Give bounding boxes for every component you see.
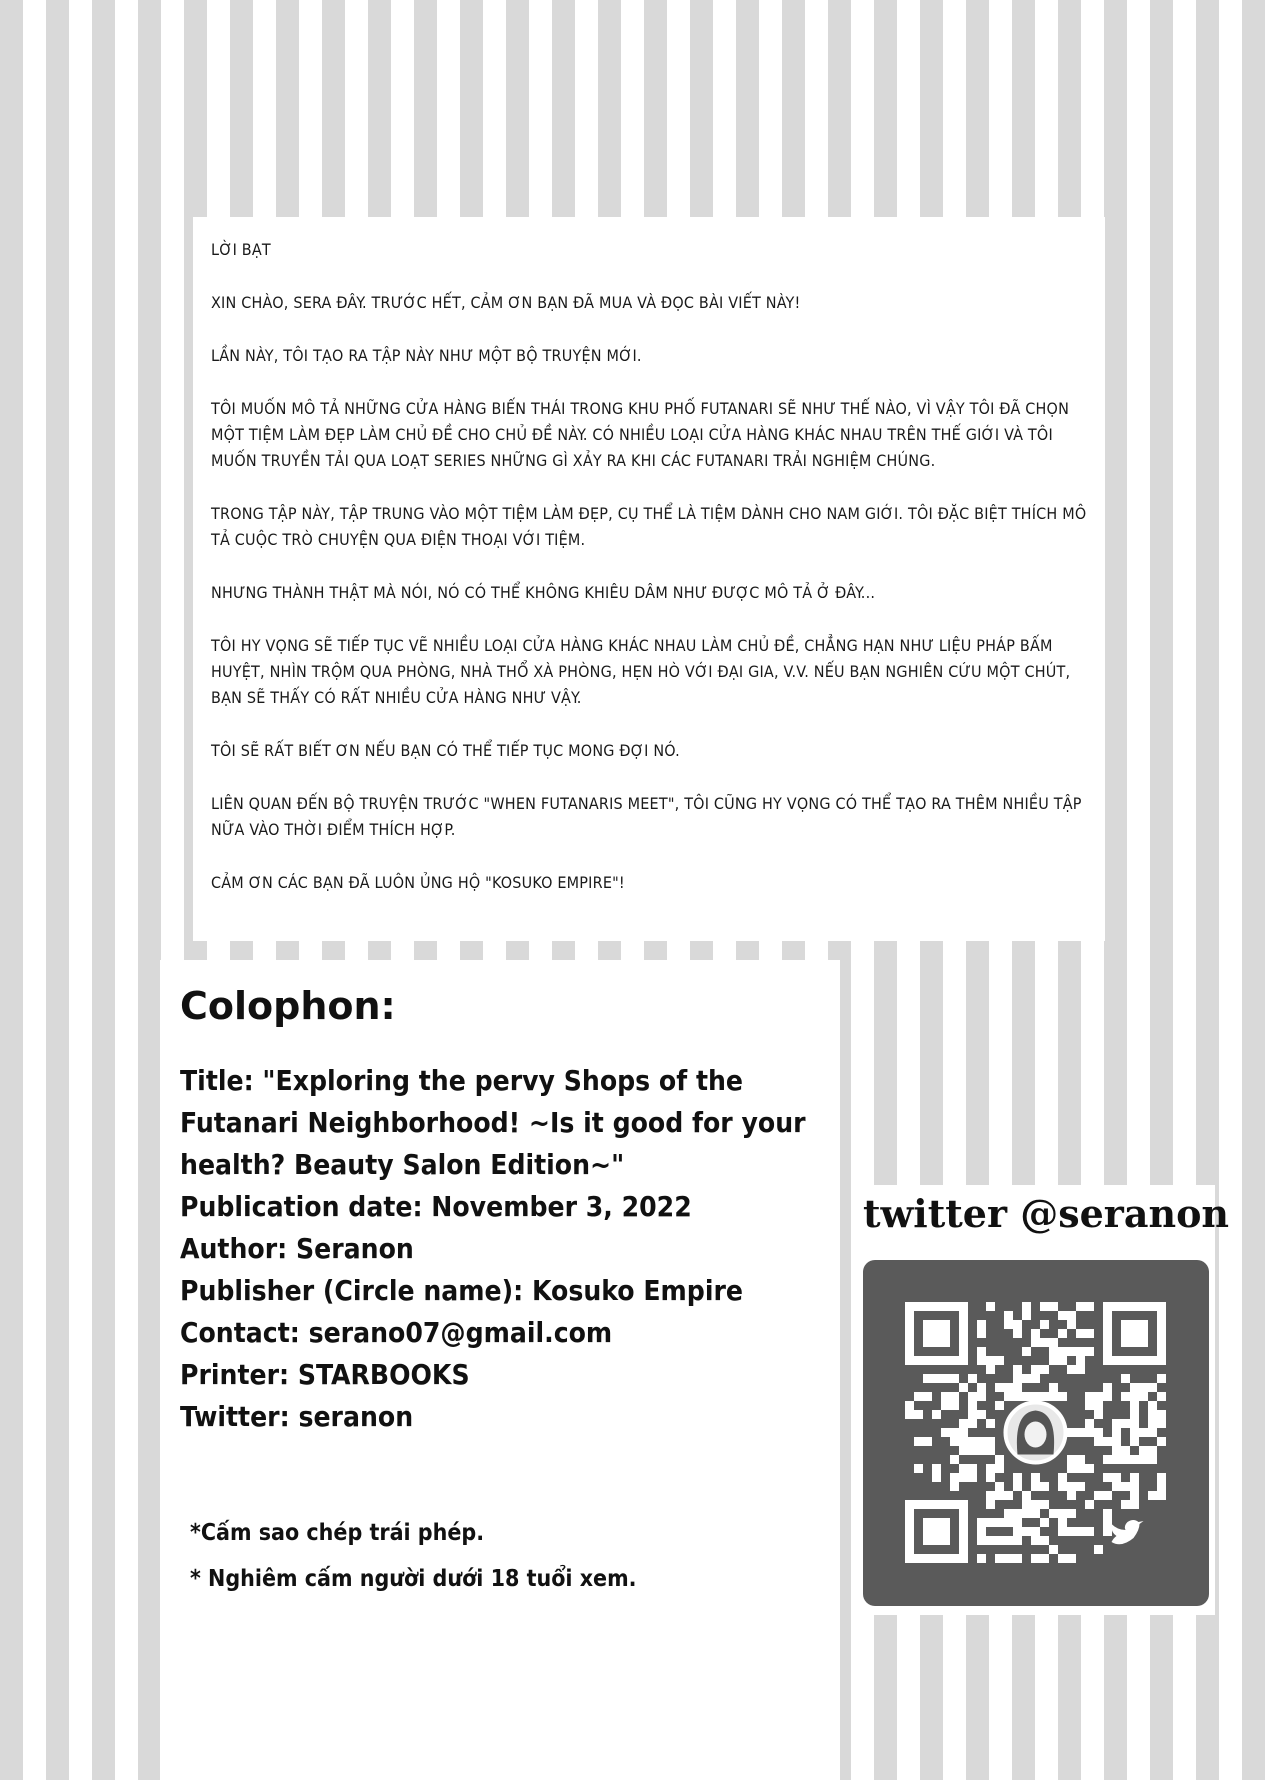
qr-module bbox=[1058, 1509, 1067, 1518]
qr-module bbox=[1013, 1518, 1022, 1527]
qr-module bbox=[941, 1401, 950, 1410]
qr-module bbox=[1076, 1482, 1085, 1491]
qr-module bbox=[1148, 1410, 1157, 1419]
qr-module bbox=[1013, 1536, 1022, 1545]
colophon-publication-date: Publication date: November 3, 2022 bbox=[180, 1190, 692, 1223]
qr-module bbox=[1103, 1473, 1112, 1482]
afterword-paragraph: CẢM ƠN CÁC BẠN ĐÃ LUÔN ỦNG HỘ "KOSUKO EMPIRE"! bbox=[211, 873, 625, 892]
qr-module bbox=[1067, 1482, 1076, 1491]
age-notice: * Nghiêm cấm người dưới 18 tuổi xem. bbox=[190, 1566, 637, 1592]
qr-module bbox=[959, 1383, 968, 1392]
qr-module bbox=[1040, 1320, 1049, 1329]
qr-module bbox=[977, 1536, 986, 1545]
qr-module bbox=[1076, 1527, 1085, 1536]
qr-module bbox=[1049, 1302, 1058, 1311]
qr-finder-inner bbox=[923, 1320, 950, 1347]
qr-module bbox=[1067, 1320, 1076, 1329]
qr-module bbox=[1022, 1500, 1031, 1509]
qr-module bbox=[995, 1464, 1004, 1473]
qr-module bbox=[1004, 1509, 1013, 1518]
qr-module bbox=[932, 1374, 941, 1383]
qr-module bbox=[1148, 1383, 1157, 1392]
qr-module bbox=[1067, 1464, 1076, 1473]
qr-module bbox=[1112, 1419, 1121, 1428]
qr-module bbox=[1013, 1329, 1022, 1338]
qr-module bbox=[1058, 1356, 1067, 1365]
qr-module bbox=[1130, 1392, 1139, 1401]
qr-module bbox=[1130, 1428, 1139, 1437]
qr-module bbox=[1040, 1500, 1049, 1509]
qr-module bbox=[1085, 1428, 1094, 1437]
afterword-paragraph: LẦN NÀY, TÔI TẠO RA TẬP NÀY NHƯ MỘT BỘ TRUYỆN MỚI. bbox=[211, 346, 642, 365]
qr-module bbox=[986, 1437, 995, 1446]
qr-module bbox=[1085, 1464, 1094, 1473]
qr-module bbox=[1004, 1491, 1013, 1500]
qr-module bbox=[905, 1401, 914, 1410]
qr-module bbox=[1112, 1455, 1121, 1464]
qr-module bbox=[1085, 1401, 1094, 1410]
qr-module bbox=[995, 1491, 1004, 1500]
qr-module bbox=[977, 1320, 986, 1329]
qr-module bbox=[923, 1437, 932, 1446]
qr-module bbox=[1004, 1536, 1013, 1545]
qr-module bbox=[1085, 1347, 1094, 1356]
qr-module bbox=[995, 1536, 1004, 1545]
qr-module bbox=[1076, 1455, 1085, 1464]
qr-module bbox=[1130, 1437, 1139, 1446]
qr-module bbox=[1067, 1554, 1076, 1563]
qr-module bbox=[968, 1401, 977, 1410]
colophon-panel bbox=[160, 960, 840, 1780]
qr-module bbox=[1049, 1545, 1058, 1554]
qr-module bbox=[1139, 1455, 1148, 1464]
qr-module bbox=[1040, 1365, 1049, 1374]
qr-module bbox=[986, 1446, 995, 1455]
afterword-paragraph: TÔI HY VỌNG SẼ TIẾP TỤC VẼ NHIỀU LOẠI CỬA HÀNG KHÁC NHAU LÀM CHỦ ĐỀ, CHẲNG HẠN NHƯ LIỆU PHÁP BẤM HUYỆT, NHÌN TRỘM QUA PHÒNG, NHÀ THỔ XÀ PHÒNG, HẸN HÒ VỚI ĐẠI GIA, V.V. NẾU BẠN NGHIÊN CỨU MỘT CHÚT, BẠN SẼ THẤY CÓ RẤT NHIỀU CỬA HÀNG NHƯ VẬY. bbox=[211, 636, 1071, 707]
qr-module bbox=[1004, 1518, 1013, 1527]
qr-module bbox=[950, 1437, 959, 1446]
qr-module bbox=[1148, 1428, 1157, 1437]
qr-module bbox=[1103, 1383, 1112, 1392]
qr-module bbox=[968, 1464, 977, 1473]
qr-module bbox=[1004, 1320, 1013, 1329]
qr-module bbox=[1094, 1410, 1103, 1419]
qr-module bbox=[1085, 1527, 1094, 1536]
qr-module bbox=[1085, 1419, 1094, 1428]
qr-module bbox=[1031, 1473, 1040, 1482]
qr-module bbox=[1094, 1437, 1103, 1446]
qr-module bbox=[1094, 1491, 1103, 1500]
qr-module bbox=[1022, 1527, 1031, 1536]
qr-module bbox=[1067, 1527, 1076, 1536]
qr-module bbox=[1103, 1509, 1112, 1518]
qr-module bbox=[941, 1428, 950, 1437]
qr-module bbox=[1031, 1482, 1040, 1491]
qr-module bbox=[968, 1419, 977, 1428]
afterword-heading: LỜI BẠT bbox=[211, 240, 271, 259]
qr-module bbox=[959, 1464, 968, 1473]
qr-module bbox=[1022, 1311, 1031, 1320]
qr-module bbox=[1058, 1554, 1067, 1563]
colophon-heading: Colophon: bbox=[180, 984, 396, 1028]
qr-module bbox=[1103, 1392, 1112, 1401]
qr-module bbox=[968, 1473, 977, 1482]
qr-module bbox=[977, 1347, 986, 1356]
qr-module bbox=[1085, 1302, 1094, 1311]
qr-module bbox=[1022, 1491, 1031, 1500]
qr-module bbox=[1130, 1455, 1139, 1464]
copy-notice: *Cấm sao chép trái phép. bbox=[190, 1520, 485, 1546]
twitter-bird-icon bbox=[1111, 1520, 1143, 1544]
qr-module bbox=[977, 1437, 986, 1446]
qr-finder-inner bbox=[923, 1518, 950, 1545]
afterword-panel bbox=[193, 217, 1105, 941]
qr-module bbox=[1031, 1392, 1040, 1401]
qr-module bbox=[1103, 1455, 1112, 1464]
qr-module bbox=[1058, 1329, 1067, 1338]
qr-module bbox=[1031, 1527, 1040, 1536]
qr-module bbox=[1094, 1401, 1103, 1410]
qr-module bbox=[1049, 1392, 1058, 1401]
qr-module bbox=[1049, 1383, 1058, 1392]
qr-module bbox=[1031, 1329, 1040, 1338]
avatar-face-icon bbox=[1025, 1422, 1047, 1448]
qr-module bbox=[1058, 1518, 1067, 1527]
qr-module bbox=[1013, 1527, 1022, 1536]
qr-module bbox=[995, 1482, 1004, 1491]
qr-module bbox=[986, 1491, 995, 1500]
qr-code-icon[interactable] bbox=[863, 1260, 1209, 1606]
qr-module bbox=[1049, 1338, 1058, 1347]
qr-module bbox=[1049, 1347, 1058, 1356]
qr-module bbox=[1031, 1365, 1040, 1374]
qr-module bbox=[941, 1374, 950, 1383]
qr-module bbox=[1058, 1311, 1067, 1320]
colophon-printer: Printer: STARBOOKS bbox=[180, 1358, 470, 1391]
qr-module bbox=[1022, 1347, 1031, 1356]
qr-module bbox=[1103, 1437, 1112, 1446]
qr-module bbox=[1031, 1509, 1040, 1518]
legal-notices bbox=[190, 1510, 830, 1602]
qr-module bbox=[986, 1464, 995, 1473]
qr-module bbox=[1103, 1527, 1112, 1536]
qr-module bbox=[950, 1392, 959, 1401]
qr-module bbox=[1148, 1491, 1157, 1500]
qr-module bbox=[1058, 1473, 1067, 1482]
qr-module bbox=[1004, 1392, 1013, 1401]
qr-module bbox=[1157, 1374, 1166, 1383]
qr-module bbox=[1040, 1482, 1049, 1491]
qr-module bbox=[1130, 1401, 1139, 1410]
qr-module bbox=[986, 1473, 995, 1482]
qr-module bbox=[1157, 1410, 1166, 1419]
qr-module bbox=[950, 1401, 959, 1410]
qr-module bbox=[1085, 1392, 1094, 1401]
colophon-details bbox=[180, 1060, 840, 1438]
colophon-contact: Contact: serano07@gmail.com bbox=[180, 1316, 613, 1349]
qr-module bbox=[1049, 1509, 1058, 1518]
qr-module bbox=[1067, 1347, 1076, 1356]
qr-module bbox=[941, 1392, 950, 1401]
qr-module bbox=[1031, 1536, 1040, 1545]
qr-module bbox=[1148, 1455, 1157, 1464]
qr-module bbox=[914, 1410, 923, 1419]
qr-module bbox=[923, 1374, 932, 1383]
qr-module bbox=[1013, 1365, 1022, 1374]
qr-module bbox=[1022, 1374, 1031, 1383]
qr-module bbox=[1031, 1500, 1040, 1509]
qr-module bbox=[1148, 1401, 1157, 1410]
qr-module bbox=[977, 1527, 986, 1536]
qr-module bbox=[1157, 1419, 1166, 1428]
qr-module bbox=[1157, 1482, 1166, 1491]
qr-module bbox=[1157, 1491, 1166, 1500]
qr-module bbox=[1013, 1320, 1022, 1329]
qr-module bbox=[986, 1536, 995, 1545]
qr-module bbox=[959, 1473, 968, 1482]
qr-module bbox=[968, 1410, 977, 1419]
qr-code-card[interactable] bbox=[863, 1260, 1209, 1606]
qr-module bbox=[1076, 1329, 1085, 1338]
qr-module bbox=[932, 1464, 941, 1473]
qr-module bbox=[968, 1446, 977, 1455]
qr-module bbox=[1049, 1356, 1058, 1365]
qr-module bbox=[1040, 1536, 1049, 1545]
afterword-text bbox=[211, 237, 1091, 923]
qr-module bbox=[1076, 1347, 1085, 1356]
qr-module bbox=[1130, 1500, 1139, 1509]
qr-module bbox=[1067, 1428, 1076, 1437]
qr-module bbox=[1040, 1554, 1049, 1563]
qr-module bbox=[986, 1500, 995, 1509]
qr-module bbox=[1121, 1455, 1130, 1464]
qr-module bbox=[1058, 1347, 1067, 1356]
qr-module bbox=[1148, 1446, 1157, 1455]
qr-module bbox=[1139, 1383, 1148, 1392]
qr-module bbox=[1004, 1383, 1013, 1392]
qr-module bbox=[905, 1410, 914, 1419]
qr-module bbox=[1130, 1491, 1139, 1500]
qr-module bbox=[1076, 1428, 1085, 1437]
qr-module bbox=[1094, 1428, 1103, 1437]
qr-module bbox=[1148, 1419, 1157, 1428]
qr-module bbox=[968, 1437, 977, 1446]
qr-module bbox=[1076, 1365, 1085, 1374]
qr-module bbox=[1067, 1365, 1076, 1374]
twitter-handle: twitter @seranon bbox=[863, 1191, 1230, 1236]
qr-module bbox=[959, 1437, 968, 1446]
qr-module bbox=[1004, 1311, 1013, 1320]
qr-module bbox=[932, 1473, 941, 1482]
qr-module bbox=[1094, 1392, 1103, 1401]
qr-module bbox=[995, 1455, 1004, 1464]
qr-module bbox=[959, 1446, 968, 1455]
qr-module bbox=[1040, 1302, 1049, 1311]
qr-module bbox=[1013, 1473, 1022, 1482]
qr-module bbox=[977, 1518, 986, 1527]
qr-module bbox=[1121, 1500, 1130, 1509]
afterword-paragraph: TÔI SẼ RẤT BIẾT ƠN NẾU BẠN CÓ THỂ TIẾP TỤC MONG ĐỢI NÓ. bbox=[211, 741, 680, 760]
qr-module bbox=[1058, 1527, 1067, 1536]
qr-module bbox=[1022, 1392, 1031, 1401]
qr-module bbox=[977, 1410, 986, 1419]
qr-module bbox=[1013, 1482, 1022, 1491]
colophon-publisher: Publisher (Circle name): Kosuko Empire bbox=[180, 1274, 743, 1307]
qr-module bbox=[1121, 1392, 1130, 1401]
qr-module bbox=[1157, 1473, 1166, 1482]
qr-module bbox=[1013, 1554, 1022, 1563]
qr-finder-inner bbox=[1121, 1320, 1148, 1347]
qr-module bbox=[986, 1419, 995, 1428]
qr-module bbox=[1058, 1392, 1067, 1401]
qr-module bbox=[986, 1518, 995, 1527]
qr-module bbox=[977, 1356, 986, 1365]
qr-module bbox=[950, 1473, 959, 1482]
qr-module bbox=[995, 1383, 1004, 1392]
qr-module bbox=[1085, 1329, 1094, 1338]
qr-module bbox=[1112, 1437, 1121, 1446]
qr-module bbox=[950, 1482, 959, 1491]
qr-module bbox=[986, 1302, 995, 1311]
qr-module bbox=[1040, 1338, 1049, 1347]
qr-module bbox=[1139, 1428, 1148, 1437]
qr-module bbox=[1130, 1419, 1139, 1428]
qr-module bbox=[977, 1554, 986, 1563]
qr-module bbox=[950, 1374, 959, 1383]
qr-module bbox=[977, 1329, 986, 1338]
colophon-title: Title: "Exploring the pervy Shops of the Futanari Neighborhood! ~Is it good for your health? Beauty Salon Edition~" bbox=[180, 1064, 806, 1181]
qr-module bbox=[1022, 1302, 1031, 1311]
qr-module bbox=[1004, 1554, 1013, 1563]
qr-module bbox=[950, 1455, 959, 1464]
qr-module bbox=[1094, 1545, 1103, 1554]
qr-module bbox=[977, 1392, 986, 1401]
qr-module bbox=[986, 1365, 995, 1374]
qr-module bbox=[1157, 1437, 1166, 1446]
qr-module bbox=[950, 1428, 959, 1437]
afterword-paragraph: TÔI MUỐN MÔ TẢ NHỮNG CỬA HÀNG BIẾN THÁI TRONG KHU PHỐ FUTANARI SẼ NHƯ THẾ NÀO, VÌ VẬY TÔI ĐÃ CHỌN MỘT TIỆM LÀM ĐẸP LÀM CHỦ ĐỀ CHO CHỦ ĐỀ NÀY. CÓ NHIỀU LOẠI CỬA HÀNG KHÁC NHAU TRÊN THẾ GIỚI VÀ TÔI MUỐN TRUYỀN TẢI QUA LOẠT SERIES NHỮNG GÌ XẢY RA KHI CÁC FUTANARI TRẢI NGHIỆM CHÚNG. bbox=[211, 399, 1070, 470]
qr-module bbox=[1112, 1428, 1121, 1437]
qr-module bbox=[1112, 1473, 1121, 1482]
qr-module bbox=[995, 1518, 1004, 1527]
qr-module bbox=[1121, 1482, 1130, 1491]
qr-module bbox=[1013, 1509, 1022, 1518]
qr-module bbox=[1067, 1311, 1076, 1320]
qr-module bbox=[1112, 1446, 1121, 1455]
qr-module bbox=[1076, 1356, 1085, 1365]
qr-module bbox=[1130, 1410, 1139, 1419]
qr-module bbox=[1130, 1482, 1139, 1491]
qr-module bbox=[986, 1356, 995, 1365]
qr-module bbox=[1130, 1383, 1139, 1392]
qr-module bbox=[1040, 1392, 1049, 1401]
qr-module bbox=[1022, 1509, 1031, 1518]
qr-module bbox=[959, 1419, 968, 1428]
qr-module bbox=[1157, 1392, 1166, 1401]
qr-module bbox=[923, 1392, 932, 1401]
afterword-paragraph: LIÊN QUAN ĐẾN BỘ TRUYỆN TRƯỚC "WHEN FUTANARIS MEET", TÔI CŨNG HY VỌNG CÓ THỂ TẠO RA THÊM NHIỀU TẬP NỮA VÀO THỜI ĐIỂM THÍCH HỢP. bbox=[211, 794, 1082, 839]
qr-module bbox=[1130, 1473, 1139, 1482]
qr-module bbox=[977, 1383, 986, 1392]
qr-module bbox=[1040, 1518, 1049, 1527]
qr-module bbox=[1076, 1464, 1085, 1473]
qr-module bbox=[1076, 1302, 1085, 1311]
qr-module bbox=[1121, 1446, 1130, 1455]
colophon-twitter: Twitter: seranon bbox=[180, 1400, 414, 1433]
qr-module bbox=[968, 1392, 977, 1401]
qr-module bbox=[1013, 1374, 1022, 1383]
qr-module bbox=[1067, 1455, 1076, 1464]
qr-module bbox=[1139, 1446, 1148, 1455]
qr-module bbox=[1103, 1518, 1112, 1527]
qr-module bbox=[968, 1374, 977, 1383]
qr-module bbox=[1031, 1554, 1040, 1563]
twitter-block bbox=[855, 1185, 1230, 1615]
qr-module bbox=[914, 1392, 923, 1401]
qr-module bbox=[1121, 1419, 1130, 1428]
qr-module bbox=[914, 1464, 923, 1473]
qr-module bbox=[977, 1446, 986, 1455]
qr-module bbox=[1058, 1482, 1067, 1491]
qr-module bbox=[1139, 1392, 1148, 1401]
afterword-paragraph: XIN CHÀO, SERA ĐÂY. TRƯỚC HẾT, CẢM ƠN BẠN ĐÃ MUA VÀ ĐỌC BÀI VIẾT NÀY! bbox=[211, 293, 801, 312]
qr-module bbox=[1031, 1374, 1040, 1383]
qr-module bbox=[1031, 1338, 1040, 1347]
qr-module bbox=[1085, 1500, 1094, 1509]
qr-module bbox=[1067, 1491, 1076, 1500]
colophon-author: Author: Seranon bbox=[180, 1232, 414, 1265]
afterword-paragraph: TRONG TẬP NÀY, TẬP TRUNG VÀO MỘT TIỆM LÀM ĐẸP, CỤ THỂ LÀ TIỆM DÀNH CHO NAM GIỚI. TÔI ĐẶC BIỆT THÍCH MÔ TẢ CUỘC TRÒ CHUYỆN QUA ĐIỆN THOẠI VỚI TIỆM. bbox=[211, 504, 1087, 549]
qr-module bbox=[932, 1410, 941, 1419]
afterword-paragraph: NHƯNG THÀNH THẬT MÀ NÓI, NÓ CÓ THỂ KHÔNG KHIÊU DÂM NHƯ ĐƯỢC MÔ TẢ Ở ĐÂY... bbox=[211, 583, 876, 602]
qr-module bbox=[914, 1437, 923, 1446]
qr-module bbox=[995, 1554, 1004, 1563]
qr-module bbox=[1112, 1482, 1121, 1491]
qr-module bbox=[1121, 1374, 1130, 1383]
qr-module bbox=[1103, 1491, 1112, 1500]
qr-module bbox=[959, 1428, 968, 1437]
qr-module bbox=[995, 1401, 1004, 1410]
qr-module bbox=[995, 1356, 1004, 1365]
qr-module bbox=[1067, 1509, 1076, 1518]
qr-module bbox=[1013, 1392, 1022, 1401]
qr-module bbox=[1013, 1383, 1022, 1392]
